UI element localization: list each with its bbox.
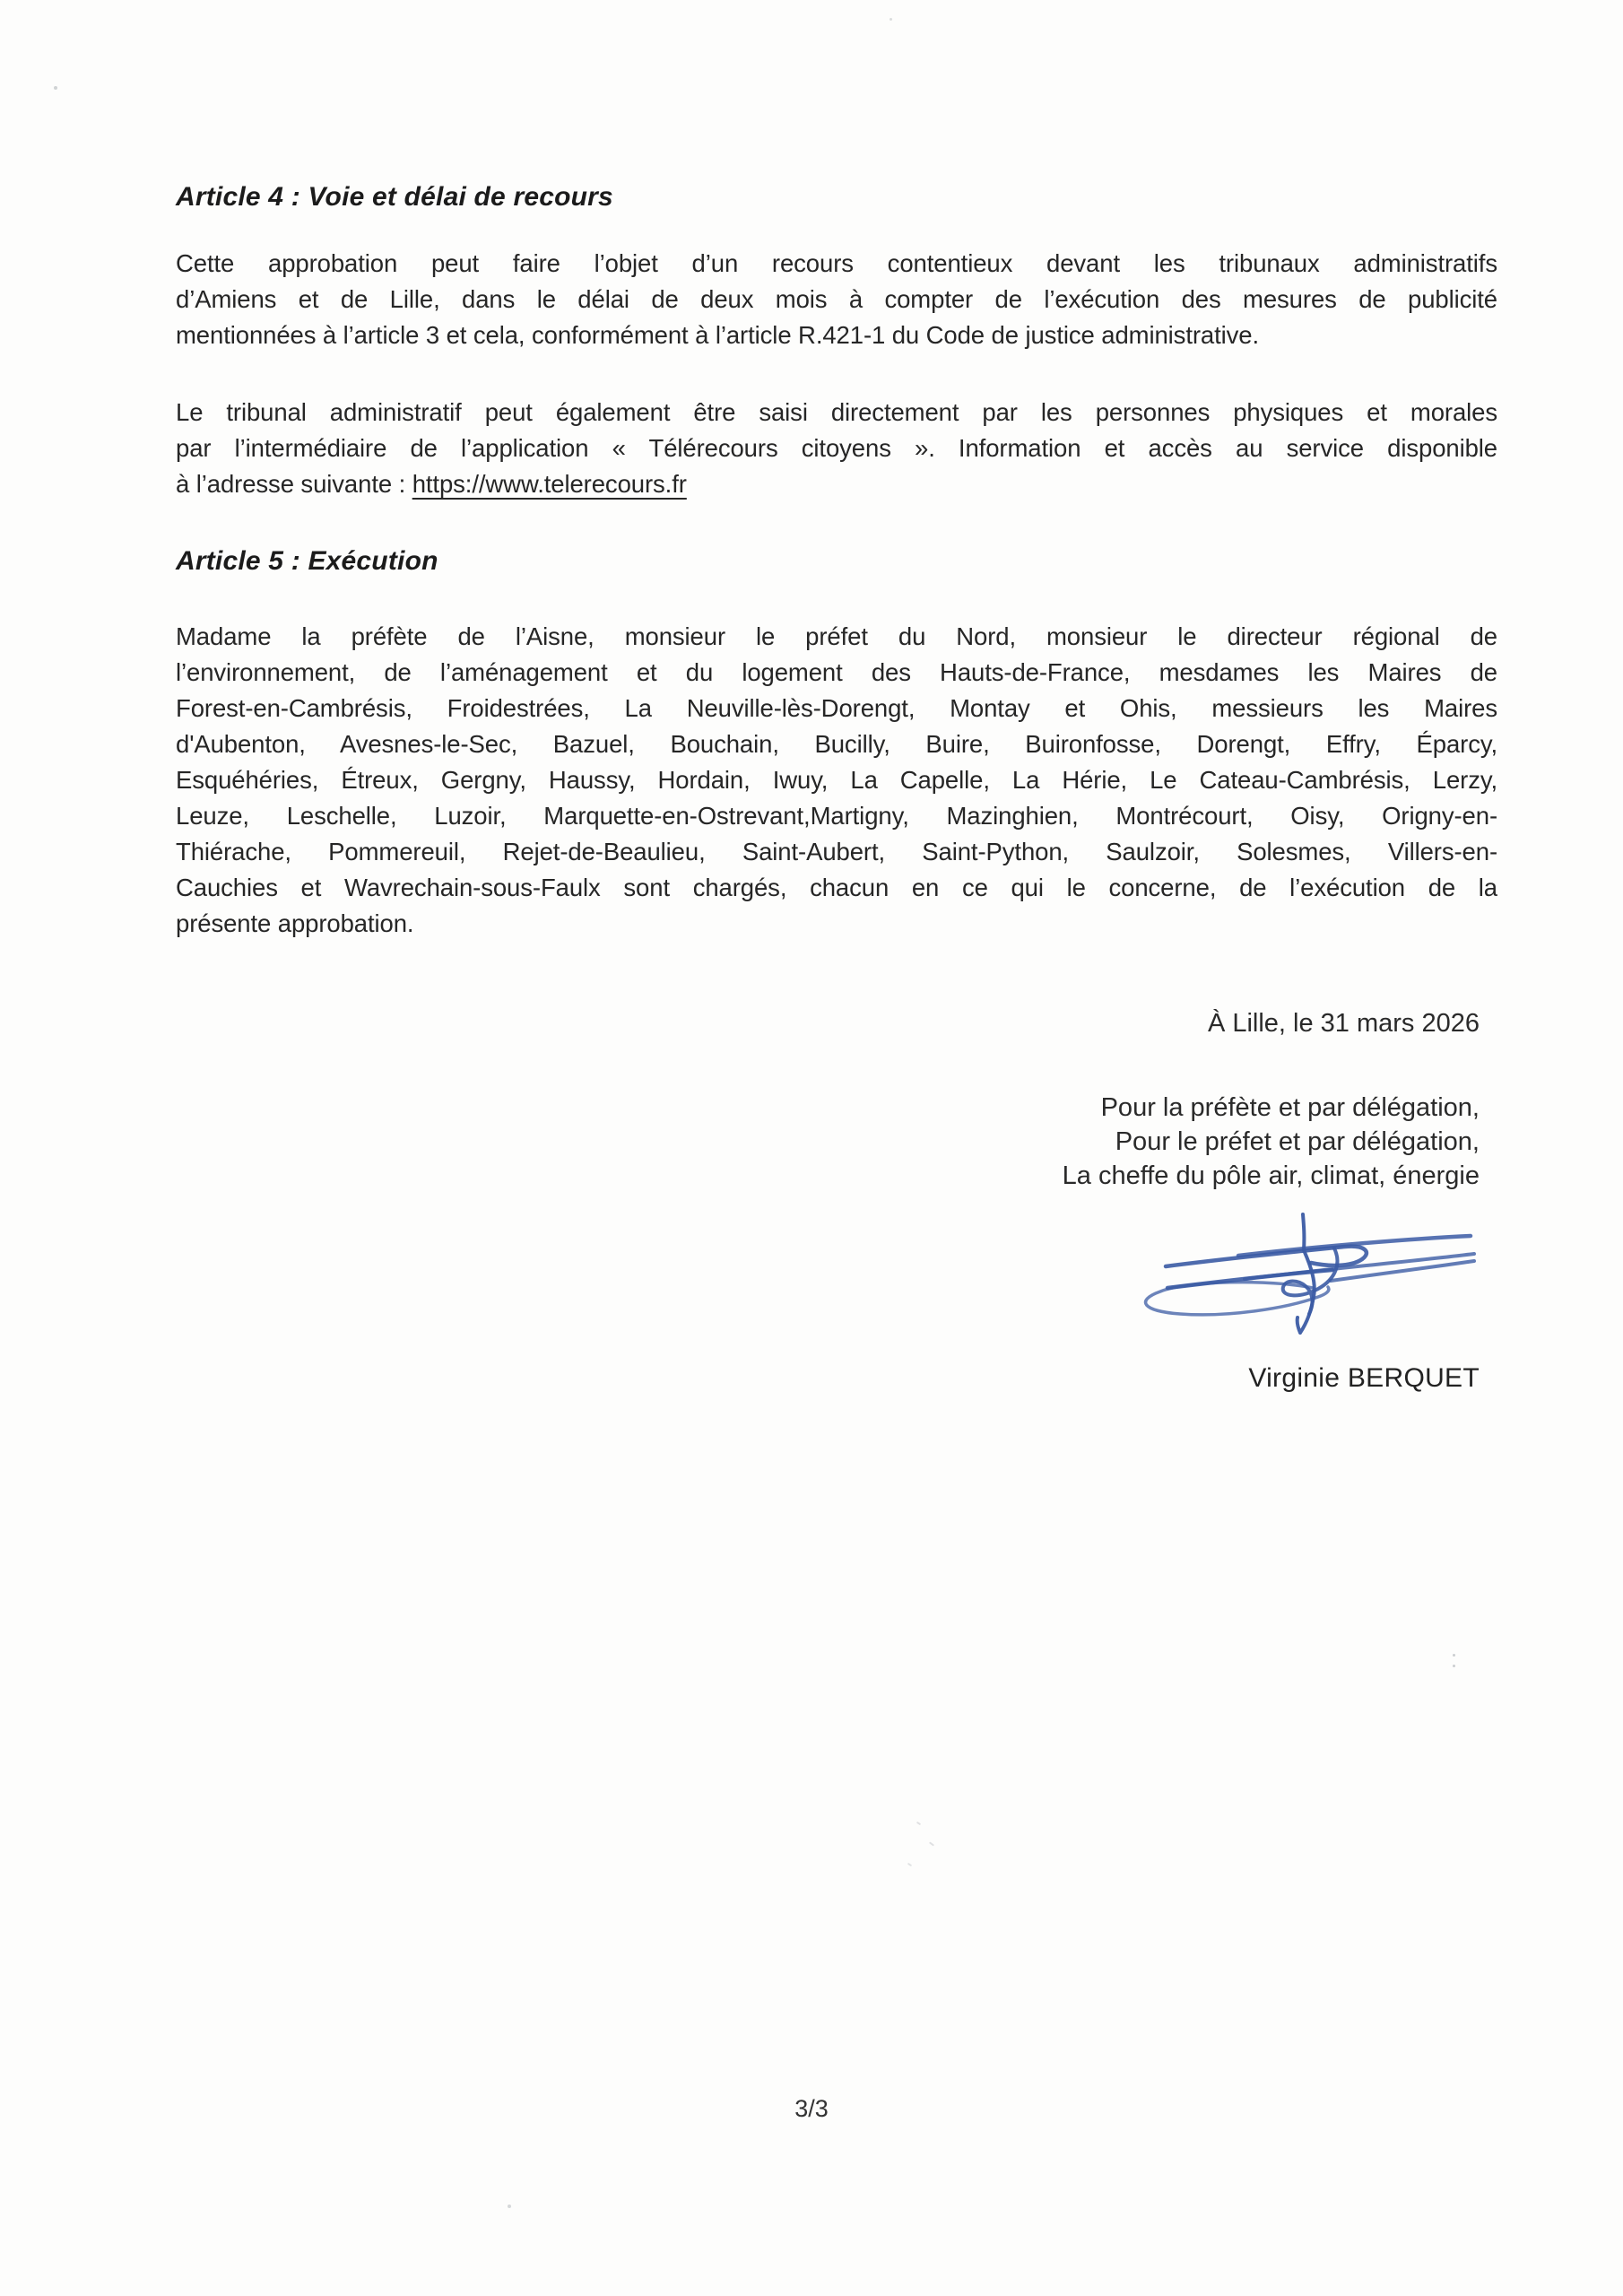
scan-artifact <box>907 1863 912 1867</box>
scan-artifact <box>54 86 57 90</box>
scan-artifact <box>1453 1665 1455 1667</box>
delegation-line: La cheffe du pôle air, climat, énergie <box>1062 1161 1480 1190</box>
scan-artifact <box>929 1841 934 1846</box>
telerecours-link[interactable]: https://www.telerecours.fr <box>412 470 687 498</box>
text-line: Madame la préfète de l’Aisne, monsieur le préfet du Nord, monsieur le directeur régional de <box>176 622 1497 650</box>
article-4-heading: Article 4 : Voie et délai de recours <box>176 182 613 212</box>
place-date: À Lille, le 31 mars 2026 <box>1207 1009 1480 1038</box>
text-line: par l’intermédiaire de l’application « Télérecours citoyens ». Information et accès au service disponible <box>176 434 1497 462</box>
signatory-name: Virginie BERQUET <box>1248 1363 1480 1393</box>
text-line: Forest-en-Cambrésis, Froidestrées, La Neuville-lès-Dorengt, Montay et Ohis, messieurs les Maires <box>176 694 1497 722</box>
text-line: l’environnement, de l’aménagement et du logement des Hauts-de-France, mesdames les Maires de <box>176 658 1497 686</box>
text-line: Le tribunal administratif peut également être saisi directement par les personnes physiques et morales <box>176 398 1497 426</box>
text-line: Cette approbation peut faire l’objet d’un recours contentieux devant les tribunaux administratifs <box>176 249 1497 277</box>
text-line: Esquéhéries, Étreux, Gergny, Haussy, Hordain, Iwuy, La Capelle, La Hérie, Le Cateau-Cambrésis, Lerzy, <box>176 766 1497 794</box>
delegation-block <box>1063 1091 1480 1193</box>
page-number: 3/3 <box>794 2095 829 2122</box>
paragraph-recours-contentieux <box>176 246 1497 353</box>
paragraph-telerecours <box>176 395 1497 502</box>
telerecours-address-label: à l’adresse suivante : <box>176 470 412 498</box>
document-body <box>176 179 1497 942</box>
text-line: présente approbation. <box>176 909 414 937</box>
scan-artifact <box>916 1822 921 1826</box>
scan-artifact <box>508 2205 511 2208</box>
scan-artifact <box>890 18 892 21</box>
scan-artifact <box>1453 1654 1455 1657</box>
article-5-heading: Article 5 : Exécution <box>176 546 438 576</box>
text-line: d'Aubenton, Avesnes-le-Sec, Bazuel, Bouchain, Bucilly, Buire, Buironfosse, Dorengt, Effry, Éparcy, <box>176 730 1497 758</box>
delegation-line: Pour la préfète et par délégation, <box>1100 1093 1480 1122</box>
text-line: mentionnées à l’article 3 et cela, conformément à l’article R.421-1 du Code de justice administrative. <box>176 321 1260 349</box>
text-line: Leuze, Leschelle, Luzoir, Marquette-en-Ostrevant,Martigny, Mazinghien, Montrécourt, Oisy, Origny-en- <box>176 802 1497 830</box>
text-line: d’Amiens et de Lille, dans le délai de deux mois à compter de l’exécution des mesures de publicité <box>176 285 1497 313</box>
text-line: Thiérache, Pommereuil, Rejet-de-Beaulieu, Saint-Aubert, Saint-Python, Saulzoir, Solesmes, Villers-en- <box>176 838 1497 865</box>
delegation-line: Pour le préfet et par délégation, <box>1115 1127 1480 1156</box>
paragraph-execution <box>176 619 1497 942</box>
text-line <box>176 466 1497 502</box>
text-line: Cauchies et Wavrechain-sous-Faulx sont chargés, chacun en ce qui le concerne, de l’exécution de la <box>176 874 1497 901</box>
handwritten-signature <box>1110 1209 1480 1336</box>
